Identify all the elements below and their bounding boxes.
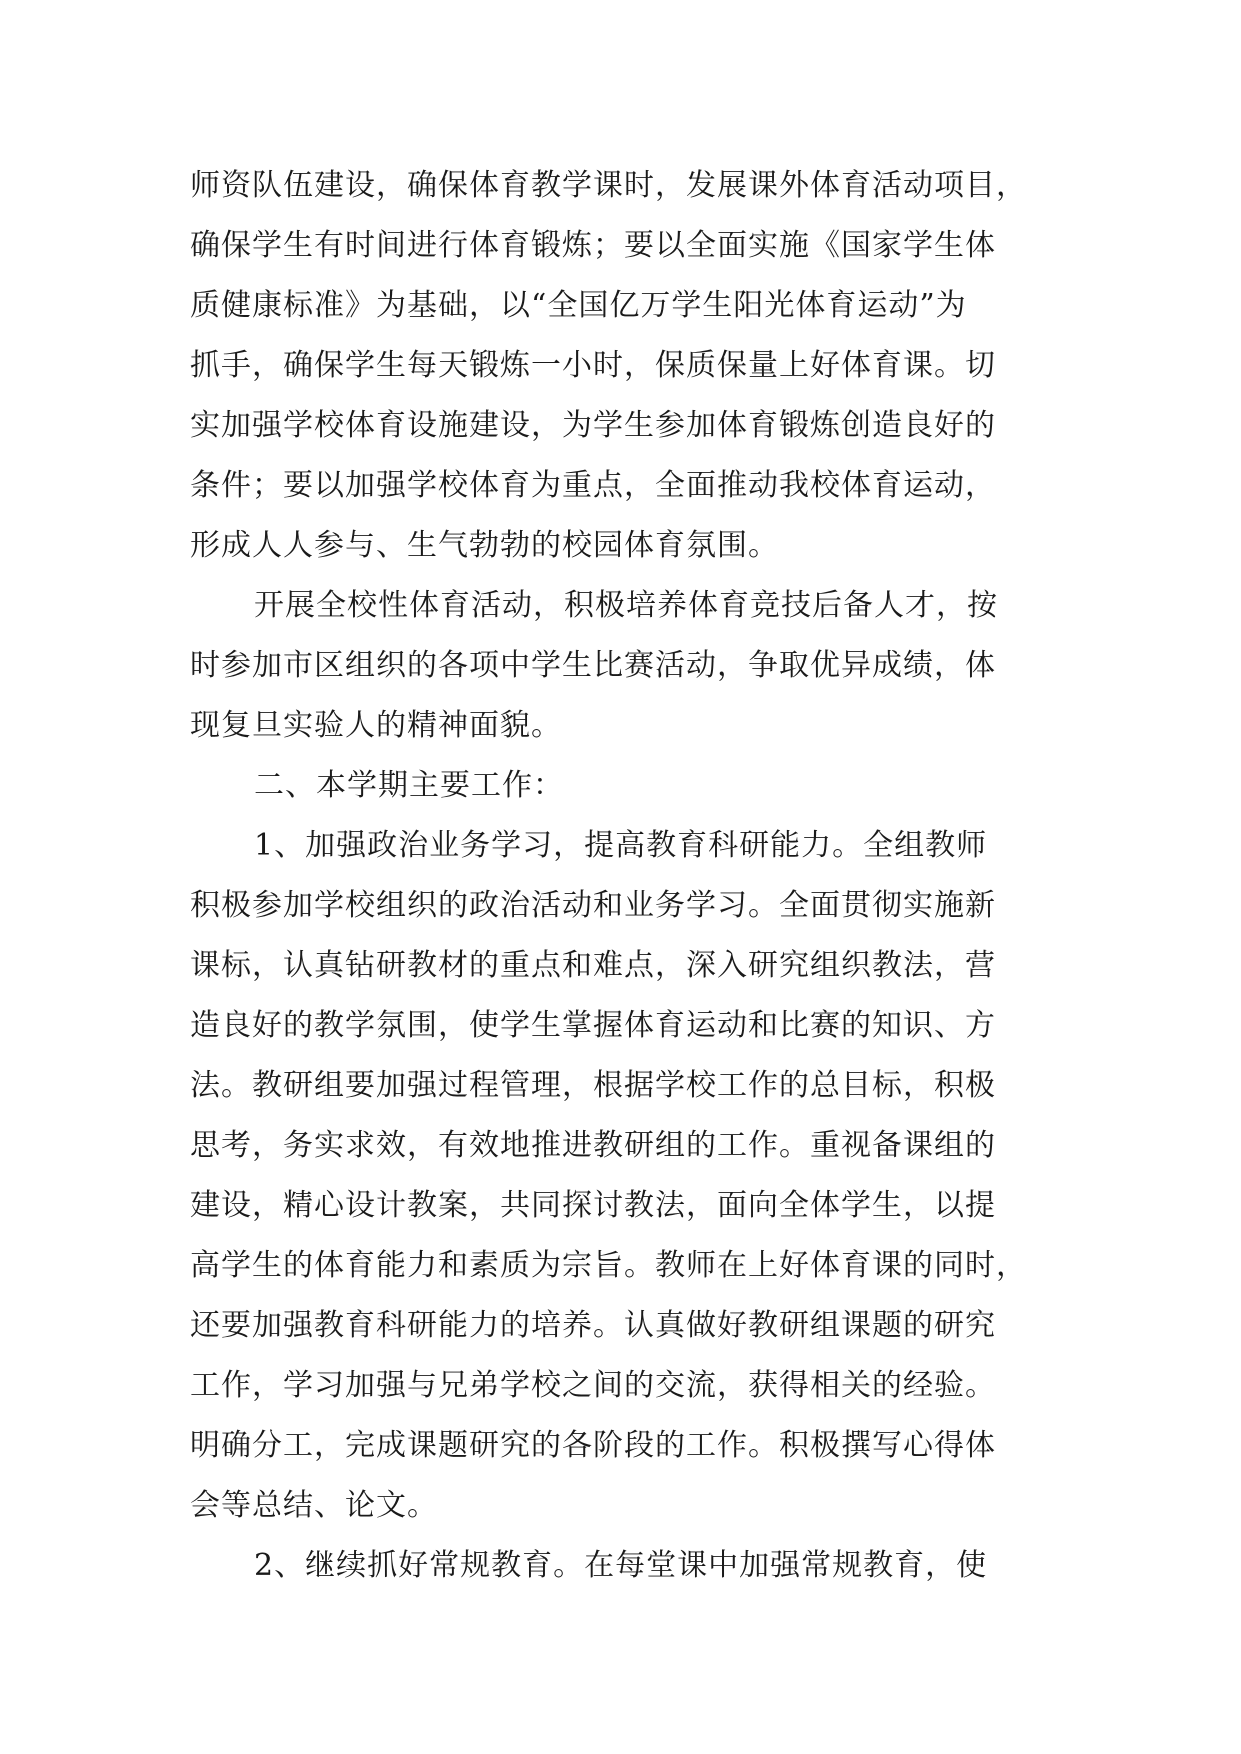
document-body (190, 156, 1050, 1596)
text-line: 条件；要以加强学校体育为重点，全面推动我校体育运动， (190, 468, 996, 503)
text-line: 建设，精心设计教案，共同探讨教法，面向全体学生，以提 (190, 1188, 996, 1223)
paragraph-start-line: 开展全校性体育活动，积极培养体育竞技后备人才，按 (254, 588, 998, 623)
section-heading: 二、本学期主要工作： (254, 768, 564, 803)
text-line: 形成人人参与、生气勃勃的校园体育氛围。 (190, 528, 779, 563)
text-line: 高学生的体育能力和素质为宗旨。教师在上好体育课的同时， (190, 1248, 1027, 1283)
paragraph-start-line: 2、继续抓好常规教育。在每堂课中加强常规教育，使 (254, 1548, 988, 1583)
text-line: 造良好的教学氛围，使学生掌握体育运动和比赛的知识、方 (190, 1008, 996, 1043)
text-line: 思考，务实求效，有效地推进教研组的工作。重视备课组的 (190, 1128, 996, 1163)
text-line: 会等总结、论文。 (190, 1488, 438, 1523)
text-line: 法。教研组要加强过程管理，根据学校工作的总目标，积极 (190, 1068, 996, 1103)
paragraph-start-line: 1、加强政治业务学习，提高教育科研能力。全组教师 (254, 828, 988, 863)
text-line: 质健康标准》为基础，以“全国亿万学生阳光体育运动”为 (190, 288, 967, 323)
text-line: 工作，学习加强与兄弟学校之间的交流，获得相关的经验。 (190, 1368, 996, 1403)
text-line: 现复旦实验人的精神面貌。 (190, 708, 562, 743)
text-line: 明确分工，完成课题研究的各阶段的工作。积极撰写心得体 (190, 1428, 996, 1463)
text-line: 课标，认真钻研教材的重点和难点，深入研究组织教法，营 (190, 948, 996, 983)
text-line: 确保学生有时间进行体育锻炼；要以全面实施《国家学生体 (190, 228, 996, 263)
text-line: 师资队伍建设，确保体育教学课时，发展课外体育活动项目， (190, 168, 1027, 203)
text-line: 实加强学校体育设施建设，为学生参加体育锻炼创造良好的 (190, 408, 996, 443)
text-line: 还要加强教育科研能力的培养。认真做好教研组课题的研究 (190, 1308, 996, 1343)
text-line: 抓手，确保学生每天锻炼一小时，保质保量上好体育课。切 (190, 348, 996, 383)
text-line: 时参加市区组织的各项中学生比赛活动，争取优异成绩，体 (190, 648, 996, 683)
text-line: 积极参加学校组织的政治活动和业务学习。全面贯彻实施新 (190, 888, 996, 923)
